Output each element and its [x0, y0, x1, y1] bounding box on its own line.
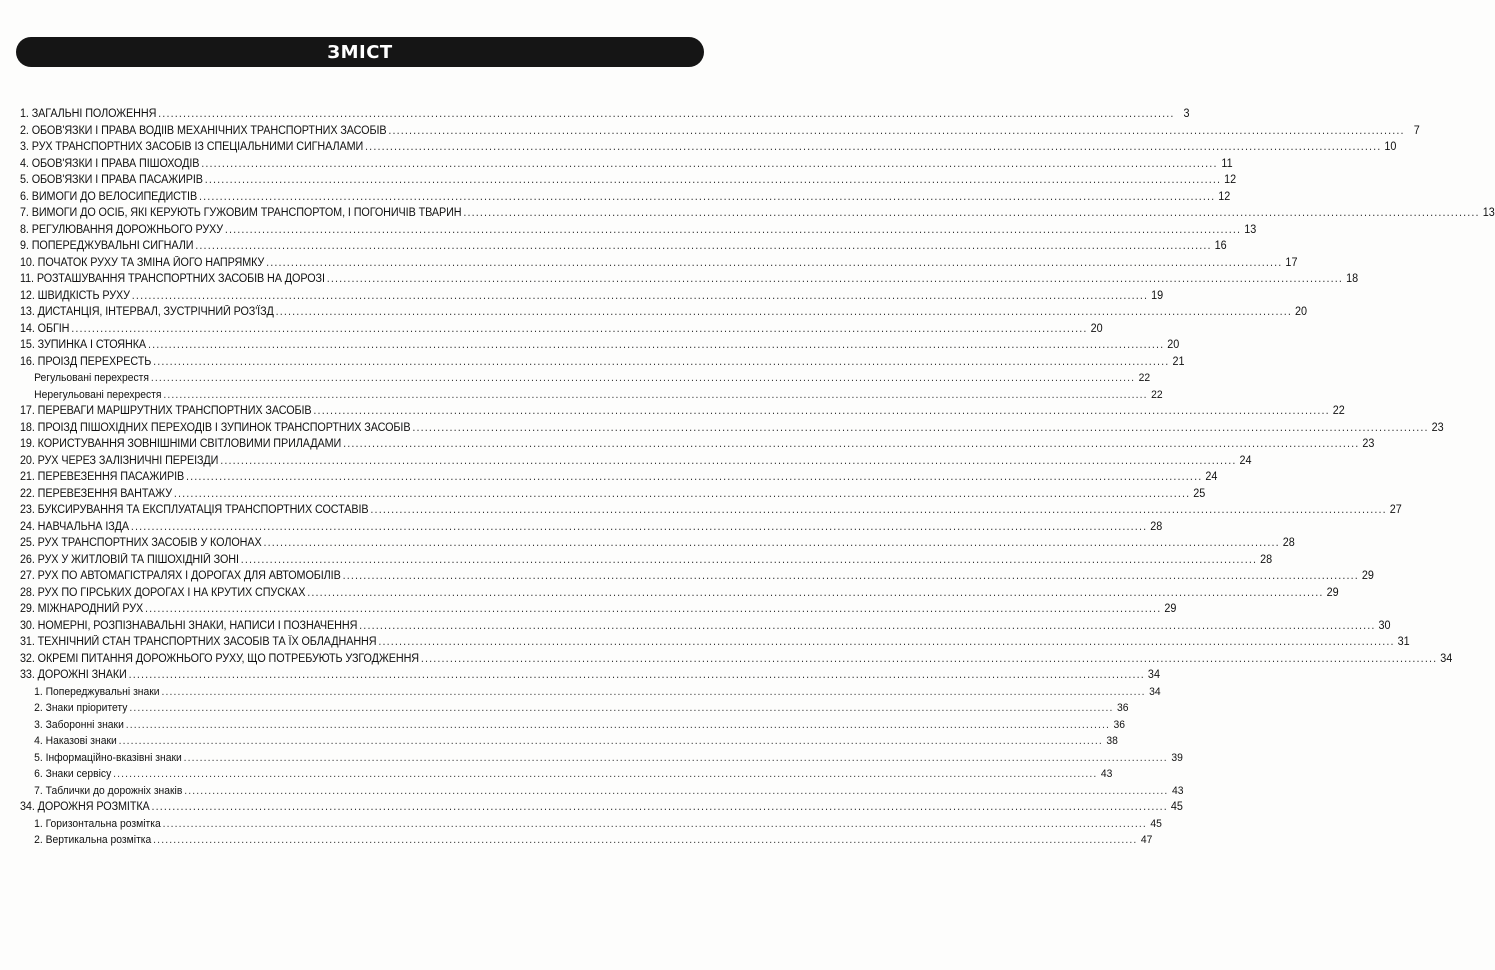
toc-subentry — [20, 766, 1113, 783]
toc-entry — [20, 618, 1391, 635]
toc-subentry — [20, 816, 1162, 833]
toc-entry-label: 5. ОБОВ'ЯЗКИ І ПРАВА ПАСАЖИРІВ — [20, 174, 203, 186]
toc-entry-label: 6. ВИМОГИ ДО ВЕЛОСИПЕДИСТІВ — [20, 190, 198, 203]
toc-page-number: 28 — [1150, 520, 1163, 533]
toc-entry — [20, 420, 1444, 437]
toc-entry — [20, 337, 1180, 354]
toc-entry-label: 31. ТЕХНІЧНИЙ СТАН ТРАНСПОРТНИХ ЗАСОБІВ ТА ЇХ ОБЛАДНАННЯ — [20, 636, 377, 648]
toc-entry — [20, 469, 1218, 486]
dot-leader — [343, 568, 1359, 585]
toc-page-number: 47 — [1140, 834, 1153, 846]
toc-entry-label: 27. РУХ ПО АВТОМАГІСТРАЛЯХ І ДОРОГАХ ДЛЯ АВТОМОБІЛІВ — [20, 570, 341, 582]
dot-leader — [276, 304, 1292, 321]
toc-page-number: 38 — [1106, 735, 1118, 747]
toc-page-number: 7 — [1413, 124, 1420, 137]
toc-subentry — [20, 717, 1125, 734]
toc-entry — [20, 535, 1295, 552]
toc-entry-label: 23. БУКСИРУВАННЯ ТА ЕКСПЛУАТАЦІЯ ТРАНСПОРТНИХ СОСТАВІВ — [20, 504, 369, 516]
toc-page-number: 39 — [1171, 751, 1183, 764]
toc-entry-label: 34. ДОРОЖНЯ РОЗМІТКА — [20, 801, 150, 813]
toc-subentry — [20, 733, 1118, 750]
dot-leader — [151, 370, 1135, 387]
dot-leader — [129, 667, 1145, 684]
dot-leader — [186, 469, 1202, 486]
toc-page-number: 10 — [1384, 141, 1397, 153]
toc-entry — [20, 139, 1397, 156]
toc-entry-label: 2. Вертикальна розмітка — [34, 834, 152, 846]
toc-entry — [20, 271, 1359, 288]
toc-subentry — [20, 387, 1163, 404]
dot-leader — [129, 700, 1113, 717]
toc-entry-label: 30. НОМЕРНІ, РОЗПІЗНАВАЛЬНІ ЗНАКИ, НАПИСИ І ПОЗНАЧЕННЯ — [20, 619, 358, 632]
toc-entry-label: 10. ПОЧАТОК РУХУ ТА ЗМІНА ЙОГО НАПРЯМКУ — [20, 256, 265, 269]
toc-page-number: 20 — [1167, 339, 1180, 351]
dot-leader — [241, 552, 1257, 569]
toc-entry — [20, 519, 1163, 536]
toc-entry — [20, 585, 1339, 602]
dot-leader — [161, 684, 1145, 701]
toc-subentry — [20, 370, 1151, 387]
dot-leader — [152, 799, 1168, 816]
toc-page-number: 27 — [1389, 504, 1402, 516]
toc-page-number: 34 — [1440, 652, 1453, 665]
toc-page-number: 28 — [1282, 537, 1295, 549]
toc-entry-label: 25. РУХ ТРАНСПОРТНИХ ЗАСОБІВ У КОЛОНАХ — [20, 537, 262, 549]
dot-leader — [132, 288, 1148, 305]
toc-entry — [20, 304, 1308, 321]
toc-page-number: 20 — [1090, 322, 1103, 335]
dot-leader — [113, 766, 1097, 783]
toc-entry-label: 20. РУХ ЧЕРЕЗ ЗАЛІЗНИЧНІ ПЕРЕЇЗДИ — [20, 454, 219, 467]
toc-entry-label: 28. РУХ ПО ГІРСЬКИХ ДОРОГАХ І НА КРУТИХ СПУСКАХ — [20, 586, 306, 599]
toc-subentry — [20, 832, 1153, 849]
dot-leader — [71, 321, 1087, 338]
toc-page-number: 43 — [1100, 768, 1113, 780]
toc-entry-label: 17. ПЕРЕВАГИ МАРШРУТНИХ ТРАНСПОРТНИХ ЗАСОБІВ — [20, 405, 312, 417]
toc-entry — [20, 634, 1410, 651]
toc-page-number: 17 — [1285, 256, 1298, 269]
dot-leader — [205, 172, 1221, 189]
toc-page-number: 19 — [1151, 289, 1164, 302]
dot-leader — [421, 651, 1437, 668]
dot-leader — [153, 354, 1169, 371]
toc-entry — [20, 799, 1183, 816]
toc-entry-label: 7. Таблички до дорожніх знаків — [34, 784, 183, 797]
toc-subentry — [20, 783, 1184, 800]
toc-entry — [20, 205, 1495, 222]
toc-entry — [20, 288, 1164, 305]
dot-leader — [463, 205, 1479, 222]
toc-page-number: 22 — [1332, 405, 1345, 417]
toc-entry-label: 9. ПОПЕРЕДЖУВАЛЬНІ СИГНАЛИ — [20, 240, 194, 252]
toc-entry — [20, 106, 1190, 123]
toc-entry-label: 11. РОЗТАШУВАННЯ ТРАНСПОРТНИХ ЗАСОБІВ НА ДОРОЗІ — [20, 273, 325, 285]
toc-page-number: 12 — [1224, 174, 1237, 186]
toc-entry-label: 1. ЗАГАЛЬНІ ПОЛОЖЕННЯ — [20, 108, 157, 120]
toc-entry-label: 1. Горизонтальна розмітка — [34, 817, 161, 830]
toc-page-number: 29 — [1164, 603, 1177, 615]
toc-entry — [20, 436, 1375, 453]
dot-leader — [158, 106, 1174, 123]
toc-page-number: 22 — [1138, 372, 1151, 384]
toc-entry-label: 26. РУХ У ЖИТЛОВІЙ ТА ПІШОХІДНІЙ ЗОНІ — [20, 553, 239, 566]
dot-leader — [126, 717, 1110, 734]
toc-entry — [20, 222, 1257, 239]
toc-page-number: 16 — [1214, 240, 1227, 252]
toc-entry-label: 13. ДИСТАНЦІЯ, ІНТЕРВАЛ, ЗУСТРІЧНИЙ РОЗ'ЇЗД — [20, 306, 274, 318]
table-of-contents — [20, 106, 1495, 849]
toc-page-number: 20 — [1294, 306, 1308, 318]
contents-title-bar — [16, 37, 704, 67]
toc-entry — [20, 601, 1177, 618]
toc-entry-label: 19. КОРИСТУВАННЯ ЗОВНІШНІМИ СВІТЛОВИМИ ПРИЛАДАМИ — [20, 438, 342, 450]
toc-entry-label: 7. ВИМОГИ ДО ОСІБ, ЯКІ КЕРУЮТЬ ГУЖОВИМ ТРАНСПОРТОМ, І ПОГОНИЧІВ ТВАРИН — [20, 207, 462, 219]
toc-page-number: 3 — [1183, 108, 1190, 120]
dot-leader — [184, 750, 1168, 767]
toc-entry — [20, 486, 1206, 503]
page-title: ЗМІСТ — [327, 41, 393, 63]
toc-entry-label: Нерегульовані перехрестя — [34, 388, 162, 401]
toc-entry-label: 33. ДОРОЖНІ ЗНАКИ — [20, 669, 127, 681]
toc-entry — [20, 123, 1420, 140]
toc-entry — [20, 321, 1103, 338]
toc-page-number: 11 — [1221, 157, 1233, 170]
toc-entry-label: 14. ОБГІН — [20, 322, 70, 335]
toc-page-number: 30 — [1378, 619, 1391, 632]
toc-entry-label: 12. ШВИДКІСТЬ РУХУ — [20, 289, 130, 302]
toc-entry — [20, 238, 1227, 255]
toc-entry-label: 2. Знаки пріоритету — [34, 702, 128, 714]
dot-leader — [412, 420, 1428, 437]
toc-entry-label: 32. ОКРЕМІ ПИТАННЯ ДОРОЖНЬОГО РУХУ, ЩО ПОТРЕБУЮТЬ УЗГОДЖЕННЯ — [20, 652, 420, 665]
dot-leader — [199, 189, 1215, 206]
dot-leader — [163, 816, 1147, 833]
toc-entry-label: 5. Інформаційно-вказівні знаки — [34, 751, 182, 764]
toc-entry-label: 1. Попереджувальні знаки — [34, 685, 160, 698]
toc-page-number: 23 — [1362, 438, 1375, 450]
toc-entry-label: 18. ПРОЇЗД ПІШОХІДНИХ ПЕРЕХОДІВ І ЗУПИНОК ТРАНСПОРТНИХ ЗАСОБІВ — [20, 421, 411, 434]
toc-page-number: 43 — [1171, 784, 1184, 797]
toc-entry-label: 24. НАВЧАЛЬНА ЇЗДА — [20, 520, 130, 533]
dot-leader — [145, 601, 1161, 618]
toc-entry-label: 22. ПЕРЕВЕЗЕННЯ ВАНТАЖУ — [20, 487, 173, 500]
toc-entry-label: 4. Наказові знаки — [34, 735, 117, 747]
toc-page-number: 25 — [1193, 487, 1206, 500]
toc-entry — [20, 502, 1402, 519]
toc-entry-label: 3. Заборонні знаки — [34, 718, 124, 731]
toc-page-number: 24 — [1205, 471, 1218, 483]
toc-entry-label: 15. ЗУПИНКА І СТОЯНКА — [20, 339, 147, 351]
toc-entry — [20, 651, 1453, 668]
toc-page-number: 24 — [1239, 454, 1252, 467]
toc-subentry — [20, 684, 1161, 701]
toc-page-number: 36 — [1117, 702, 1129, 714]
toc-page-number: 29 — [1361, 570, 1374, 582]
toc-entry — [20, 667, 1160, 684]
dot-leader — [184, 783, 1168, 800]
toc-entry-label: 21. ПЕРЕВЕЗЕННЯ ПАСАЖИРІВ — [20, 471, 185, 483]
toc-page-number: 13 — [1244, 223, 1257, 236]
toc-page-number: 12 — [1218, 190, 1231, 203]
toc-entry-label: 16. ПРОЇЗД ПЕРЕХРЕСТЬ — [20, 355, 152, 368]
dot-leader — [131, 519, 1147, 536]
toc-entry — [20, 354, 1185, 371]
dot-leader — [220, 453, 1236, 470]
toc-entry-label: 4. ОБОВ'ЯЗКИ І ПРАВА ПІШОХОДІВ — [20, 157, 200, 170]
toc-page-number: 29 — [1326, 586, 1339, 599]
toc-page-number: 34 — [1149, 685, 1161, 698]
toc-page-number: 34 — [1147, 669, 1160, 681]
toc-entry — [20, 172, 1237, 189]
dot-leader — [119, 733, 1103, 750]
toc-entry — [20, 552, 1273, 569]
dot-leader — [388, 123, 1404, 140]
toc-page-number: 45 — [1150, 817, 1162, 830]
dot-leader — [378, 634, 1394, 651]
toc-page-number: 31 — [1397, 636, 1410, 648]
toc-subentry — [20, 750, 1183, 767]
dot-leader — [153, 832, 1137, 849]
toc-subentry — [20, 700, 1129, 717]
dot-leader — [307, 585, 1323, 602]
toc-entry-label: 8. РЕГУЛЮВАННЯ ДОРОЖНЬОГО РУХУ — [20, 223, 223, 236]
toc-page-number: 22 — [1151, 388, 1163, 401]
toc-entry — [20, 156, 1233, 173]
dot-leader — [225, 222, 1241, 239]
dot-leader — [195, 238, 1211, 255]
toc-page-number: 13 — [1482, 207, 1495, 219]
dot-leader — [263, 535, 1279, 552]
toc-entry-label: 2. ОБОВ'ЯЗКИ І ПРАВА ВОДІЇВ МЕХАНІЧНИХ ТРАНСПОРТНИХ ЗАСОБІВ — [20, 124, 387, 137]
dot-leader — [365, 139, 1381, 156]
dot-leader — [370, 502, 1386, 519]
toc-page-number: 36 — [1113, 718, 1125, 731]
dot-leader — [148, 337, 1164, 354]
toc-page-number: 21 — [1172, 355, 1185, 368]
toc-entry — [20, 568, 1374, 585]
dot-leader — [174, 486, 1190, 503]
toc-entry — [20, 453, 1252, 470]
dot-leader — [343, 436, 1359, 453]
dot-leader — [327, 271, 1343, 288]
dot-leader — [313, 403, 1329, 420]
toc-page-number: 23 — [1431, 421, 1444, 434]
dot-leader — [201, 156, 1217, 173]
toc-entry-label: 29. МІЖНАРОДНИЙ РУХ — [20, 603, 144, 615]
dot-leader — [266, 255, 1282, 272]
toc-entry-label: 6. Знаки сервісу — [34, 768, 112, 780]
toc-entry — [20, 189, 1231, 206]
toc-entry — [20, 255, 1298, 272]
toc-page-number: 28 — [1260, 553, 1273, 566]
toc-entry — [20, 403, 1345, 420]
toc-page-number: 45 — [1170, 801, 1183, 813]
dot-leader — [359, 618, 1375, 635]
toc-entry-label: 3. РУХ ТРАНСПОРТНИХ ЗАСОБІВ ІЗ СПЕЦІАЛЬНИМИ СИГНАЛАМИ — [20, 141, 364, 153]
toc-page-number: 18 — [1346, 273, 1359, 285]
dot-leader — [163, 387, 1147, 404]
toc-entry-label: Регульовані перехрестя — [34, 372, 150, 384]
